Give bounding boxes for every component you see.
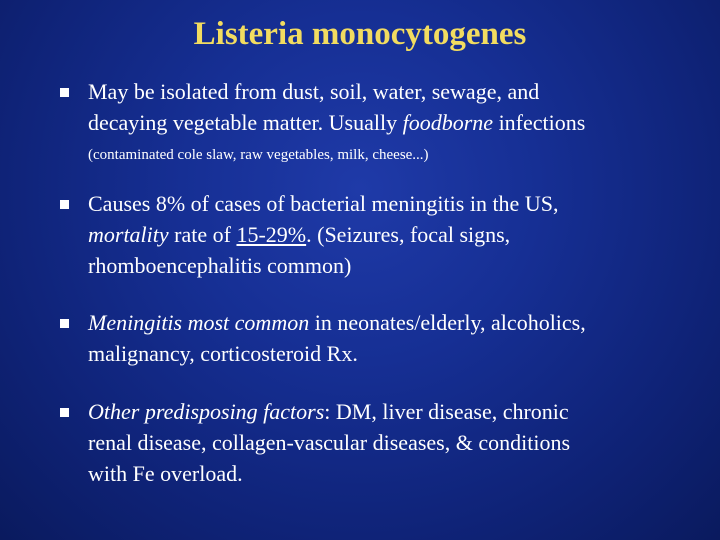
bullet-emphasis: foodborne [402,110,494,135]
bullet-text: . (Seizures, focal signs, [306,222,511,247]
bullet-text: with Fe overload. [88,461,243,486]
bullet-note: (contaminated cole slaw, raw vegetables, milk, cheese...) [88,147,429,163]
bullet-text: infections [493,110,586,135]
bullet-emphasis: mortality [88,222,169,247]
bullet-text: decaying vegetable matter. Usually [88,110,403,135]
bullet-emphasis: Other predisposing factors [88,399,325,424]
bullet-text: rate of [168,222,237,247]
bullet-text: May be isolated from dust, soil, water, sewage, and [88,79,540,104]
square-bullet-icon [60,200,69,209]
square-bullet-icon [60,88,69,97]
square-bullet-icon [60,319,69,328]
bullet-item [60,76,700,166]
bullet-item [60,188,700,281]
bullet-text: in neonates/elderly, alcoholics, [309,310,586,335]
square-bullet-icon [60,408,69,417]
bullet-underlined: 15-29% [236,222,307,247]
bullet-text: renal disease, collagen-vascular diseases, & conditions [88,430,571,455]
slide-title: Listeria monocytogenes [193,16,527,52]
bullet-text: Causes 8% of cases of bacterial meningitis in the US, [88,191,559,216]
bullet-emphasis: Meningitis most common [88,310,310,335]
bullet-text: malignancy, corticosteroid Rx. [88,341,358,366]
bullet-text: rhomboencephalitis common) [88,253,352,278]
bullet-item [60,396,700,489]
bullet-text: : DM, liver disease, chronic [324,399,569,424]
bullet-item [60,307,700,369]
bullet-list [60,76,700,489]
